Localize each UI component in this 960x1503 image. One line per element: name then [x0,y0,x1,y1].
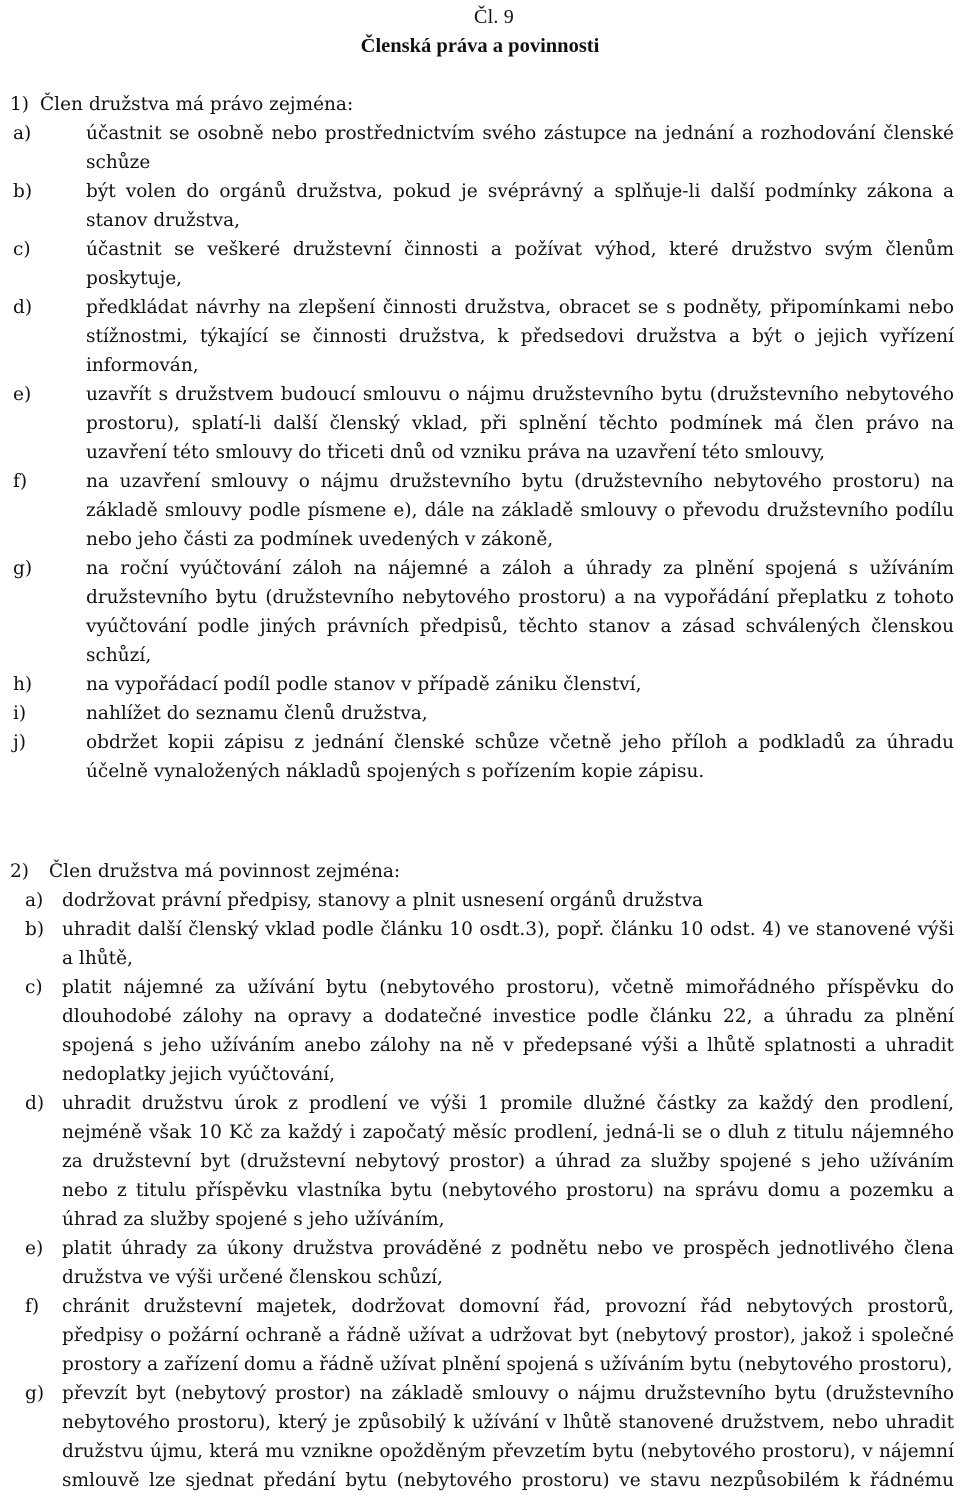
list-item [0,1292,960,1379]
section-number: 2) [10,861,29,882]
rights-list [0,119,960,786]
list-item [0,235,960,293]
item-marker: b) [25,919,45,940]
item-text: uhradit družstvu úrok z prodlení ve výši 1 promile dlužné částky za každý den prodlení, nejméně však 10 Kč za každý i započatý měsíc prodlení, jedná-li se o dluh z titulu nájemného za družstevní byt (družstevní nebytový prostor) a úhrad za služby spojené s jeho užíváním nebo z titulu příspěvku vlastníka bytu (nebytového prostoru) na správu domu a pozemku a úhrad za služby spojené s jeho užíváním, [62,1093,954,1230]
item-text: na vypořádací podíl podle stanov v případě zániku členství, [86,674,642,695]
item-marker: h) [13,674,33,695]
item-text: dodržovat právní předpisy, stanovy a plnit usnesení orgánů družstva [62,890,704,911]
list-item [0,670,960,699]
item-text: na uzavření smlouvy o nájmu družstevního bytu (družstevního nebytového prostoru) na základě smlouvy podle písmene e), dále na základě smlouvy o převodu družstevního podílu nebo jeho části za podmínek uvedených v zákoně, [86,471,954,550]
item-text: účastnit se osobně nebo prostřednictvím svého zástupce na jednání a rozhodování členské schůze [86,123,954,173]
item-text: převzít byt (nebytový prostor) na základě smlouvy o nájmu družstevního bytu (družstevního nebytového prostoru), který je způsobilý k užívání v lhůtě stanovené družstvem, nebo uhradit družstvu újmu, která mu vznikne opožděným převzetím bytu (nebytového prostoru), v nájemní smlouvě lze sjednat předání bytu (nebytového prostoru) ve stavu nezpůsobilém k řádnému [62,1383,954,1491]
section-heading-text: Člen družstva má povinnost zejména: [49,861,401,882]
item-marker: e) [25,1238,44,1259]
list-item [0,380,960,467]
item-text: účastnit se veškeré družstevní činnosti a požívat výhod, které družstvo svým členům poskytuje, [86,239,954,289]
item-marker: f) [25,1296,40,1317]
item-text: platit úhrady za úkony družstva prováděné z podnětu nebo ve prospěch jednotlivého člena družstva ve výši určené členskou schůzí, [62,1238,954,1288]
section-heading-text: Člen družstva má právo zejména: [40,94,354,115]
list-item [0,973,960,1089]
obligations-list [0,886,960,1495]
section-rights [0,90,960,786]
item-text: nahlížet do seznamu členů družstva, [86,703,428,724]
item-marker: c) [25,977,43,998]
section-obligations [0,857,960,1495]
list-item [0,119,960,177]
item-text: uzavřít s družstvem budoucí smlouvu o nájmu družstevního bytu (družstevního nebytového prostoru), splatí-li další členský vklad, při splnění těchto podmínek má člen právo na uzavření této smlouvy do třiceti dnů od vzniku práva na uzavření této smlouvy, [86,384,954,463]
list-item [0,728,960,786]
list-item [0,699,960,728]
item-marker: c) [13,239,31,260]
list-item [0,554,960,670]
item-text: obdržet kopii zápisu z jednání členské schůze včetně jeho příloh a podkladů za úhradu účelně vynaložených nákladů spojených s pořízením kopie zápisu. [86,732,954,782]
item-marker: a) [13,123,32,144]
item-text: být volen do orgánů družstva, pokud je svéprávný a splňuje-li další podmínky zákona a stanov družstva, [86,181,954,231]
list-item [0,1379,960,1495]
article-number [0,3,960,31]
item-marker: a) [25,890,44,911]
section-heading [0,857,960,886]
item-marker: d) [13,297,33,318]
list-item [0,1234,960,1292]
item-marker: j) [13,732,26,753]
item-text: předkládat návrhy na zlepšení činnosti družstva, obracet se s podněty, připomínkami nebo stížnostmi, týkající se činnosti družstva, k předsedovi družstva a být o jejich vyřízení informován, [86,297,954,376]
item-marker: d) [25,1093,45,1114]
list-item [0,886,960,915]
article-title: Členská práva a povinnosti [360,35,600,57]
item-marker: g) [13,558,33,579]
item-text: uhradit další členský vklad podle článku 10 osdt.3), popř. článku 10 odst. 4) ve stanovené výši a lhůtě, [62,919,954,969]
item-marker: e) [13,384,32,405]
item-text: chránit družstevní majetek, dodržovat domovní řád, provozní řád nebytových prostorů, předpisy o požární ochraně a řádně užívat a udržovat byt (nebytový prostor), jakož i společné prostory a zařízení domu a řádně užívat plnění spojená s užíváním bytu (nebytového prostoru), [62,1296,954,1375]
item-text: na roční vyúčtování záloh na nájemné a záloh a úhrady za plnění spojená s užíváním družstevního bytu (družstevního nebytového prostoru) a na vypořádání přeplatku z tohoto vyúčtování podle jiných právních předpisů, těchto stanov a zásad schválených členskou schůzí, [86,558,954,666]
list-item [0,1089,960,1234]
item-marker: g) [25,1383,45,1404]
list-item [0,293,960,380]
list-item [0,177,960,235]
section-number: 1) [10,94,29,115]
section-heading [0,90,960,119]
item-marker: f) [13,471,28,492]
article-number-text: Čl. 9 [474,6,514,28]
item-text: platit nájemné za užívání bytu (nebytového prostoru), včetně mimořádného příspěvku do dlouhodobé zálohy na opravy a dodatečné investice podle článku 22, a úhradu za plnění spojená s jeho užíváním anebo zálohy na ně v předepsané výši a lhůtě splatnosti a uhradit nedoplatky jejich vyúčtování, [62,977,954,1085]
item-marker: i) [13,703,27,724]
item-marker: b) [13,181,33,202]
list-item [0,915,960,973]
list-item [0,467,960,554]
